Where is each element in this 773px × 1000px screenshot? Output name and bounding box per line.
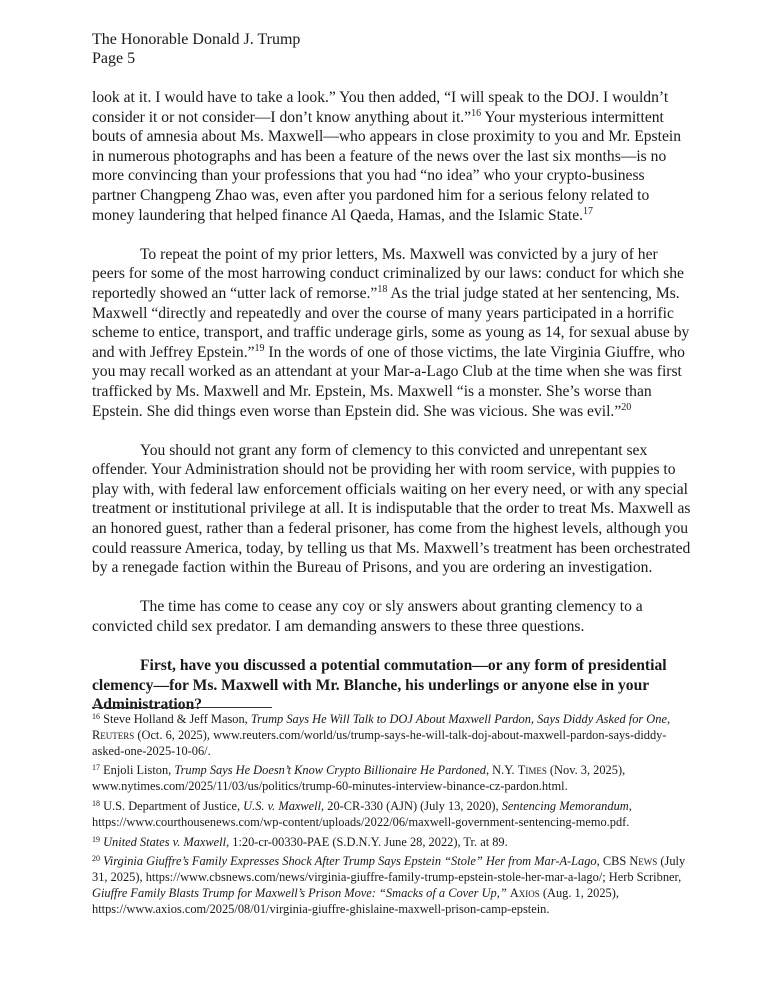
footnote-link[interactable]: (Oct. 6, 2025), www.reuters.com/world/us/trump-says-he-will-talk-doj-about-maxwell-pardon-says-diddy-asked-one-2025-10-06/. — [92, 727, 667, 758]
footnote-20: $^{20}$ Virginia Giuffre’s Family Expresses Shock After Trump Says Epstein “Stole” Her from Mar-A-Lago, CBS News (July 31, 2025), https://www.cbsnews.com/news/virginia-giuffre-family-trump-epstein-stole-her-mar-a-lago/; Herb Scribner, Giuffre Family Blasts Trump for Maxwell’s Prison Move: “Smacks of a Cover Up,” Axios (Aug. 1, 2025), https://www.axios.com/2025/08/01/virginia-giuffre-ghislaine-maxwell-prison-camp-epstein. — [92, 854, 686, 916]
footnote-ref-18[interactable]: 18 — [377, 283, 388, 295]
question-one: First, have you discussed a potential commutation—or any form of presidential clemency—for Ms. Maxwell with Mr. Blanche, his underlings or anyone else in your Administration? — [92, 657, 667, 714]
letter-body — [92, 88, 692, 715]
paragraph-demand: The time has come to cease any coy or sly answers about granting clemency to a convicted child sex predator. I am demanding answers to these three questions. — [92, 598, 643, 636]
footnote-link[interactable]: (July 31, 2025), https://www.cbsnews.com/news/virginia-giuffre-family-trump-epstein-stole-her-mar-a-lago/; Herb Scribner, — [92, 854, 686, 885]
footnote-divider — [92, 707, 272, 708]
footnote-18: $^{18}$ U.S. Department of Justice, U.S. v. Maxwell, 20-CR-330 (AJN) (July 13, 2020), Sentencing Memorandum, https://www.courthousenews.com/wp-content/uploads/2022/06/maxwell-government-sentencing-memo.pdf. — [92, 798, 632, 829]
footnote-link[interactable]: (Aug. 1, 2025), https://www.axios.com/2025/08/01/virginia-giuffre-ghislaine-maxwell-prison-camp-epstein. — [92, 885, 619, 916]
footnote-16: $^{16}$ Steve Holland & Jeff Mason, Trump Says He Will Talk to DOJ About Maxwell Pardon, Says Diddy Asked for One, Reuters (Oct. 6, 2025), www.reuters.com/world/us/trump-says-he-will-talk-doj-about-maxwell-pardon-says-diddy-asked-one-2025-10-06/. — [92, 712, 671, 758]
page-number: Page 5 — [92, 50, 136, 67]
footnote-ref-16[interactable]: 16 — [471, 107, 482, 119]
letter-header — [92, 30, 692, 68]
paragraph-conviction: To repeat the point of my prior letters, Ms. Maxwell was convicted by a jury of her peers for some of the most harrowing conduct criminalized by our laws: conduct for which she reportedly showed an “utter lack of remorse.”$^{18}$ As the trial judge stated at her sentencing, Ms. Maxwell “directly and repeatedly and over the course of many years participated in a horrific scheme to entice, transport, and traffic underage girls, some as young as 14, for sexual abuse by and with Jeffrey Epstein.”$^{19}$ In the words of one of those victims, the late Virginia Giuffre, who you may recall worked as an attendant at your Mar-a-Lago Club at the time when she was first trafficked by Ms. Maxwell and Mr. Epstein, Ms. Maxwell “is a monster. She’s worse than Epstein. She did things even worse than Epstein did. She was vicious. She was evil.”$^{20}$ — [92, 245, 690, 420]
letter-page — [92, 30, 692, 735]
footnote-19: $^{19}$ United States v. Maxwell, 1:20-cr-00330-PAE (S.D.N.Y. June 28, 2022), Tr. at 89. — [92, 834, 508, 849]
footnotes — [92, 712, 692, 922]
recipient-line: The Honorable Donald J. Trump — [92, 31, 301, 48]
footnote-ref-20[interactable]: 20 — [621, 401, 632, 413]
footnote-link[interactable]: (Nov. 3, 2025), www.nytimes.com/2025/11/03/us/politics/trump-60-minutes-interview-binance-cz-pardon.html. — [92, 763, 626, 794]
footnote-link[interactable]: , https://www.courthousenews.com/wp-content/uploads/2022/06/maxwell-government-sentencing-memo.pdf. — [92, 798, 632, 829]
footnote-17: $^{17}$ Enjoli Liston, Trump Says He Doesn’t Know Crypto Billionaire He Pardoned, N.Y. Times (Nov. 3, 2025), www.nytimes.com/2025/11/03/us/politics/trump-60-minutes-interview-binance-cz-pardon.html. — [92, 763, 626, 794]
paragraph-continuation: look at it. I would have to take a look.” You then added, “I will speak to the DOJ. I wouldn’t consider it or not consider—I don’t know anything about it.”$^{16}$ Your mysterious intermittent bouts of amnesia about Ms. Maxwell—who appears in close proximity to you and Mr. Epstein in numerous photographs and has been a feature of the news over the last six months—is no more convincing than your professions that you had “no idea” who your crypto-business partner Changpeng Zhao was, even after you pardoned him for a serious felony related to money laundering that helped finance Al Qaeda, Hamas, and the Islamic State.$^{17}$ — [92, 89, 682, 224]
paragraph-clemency: You should not grant any form of clemency to this convicted and unrepentant sex offender. Your Administration should not be providing her with room service, with puppies to play with, with federal law enforcement officials waiting on her every need, or with any special treatment or institutional privilege at all. It is indisputable that the order to treat Ms. Maxwell as an honored guest, rather than a federal prisoner, has come from the highest levels, although you could reassure America, today, by telling us that Ms. Maxwell’s treatment has been orchestrated by a renegade faction within the Bureau of Prisons, and you are ordering an investigation. — [92, 441, 691, 577]
footnote-ref-19[interactable]: 19 — [254, 342, 265, 354]
footnote-ref-17[interactable]: 17 — [583, 205, 594, 217]
